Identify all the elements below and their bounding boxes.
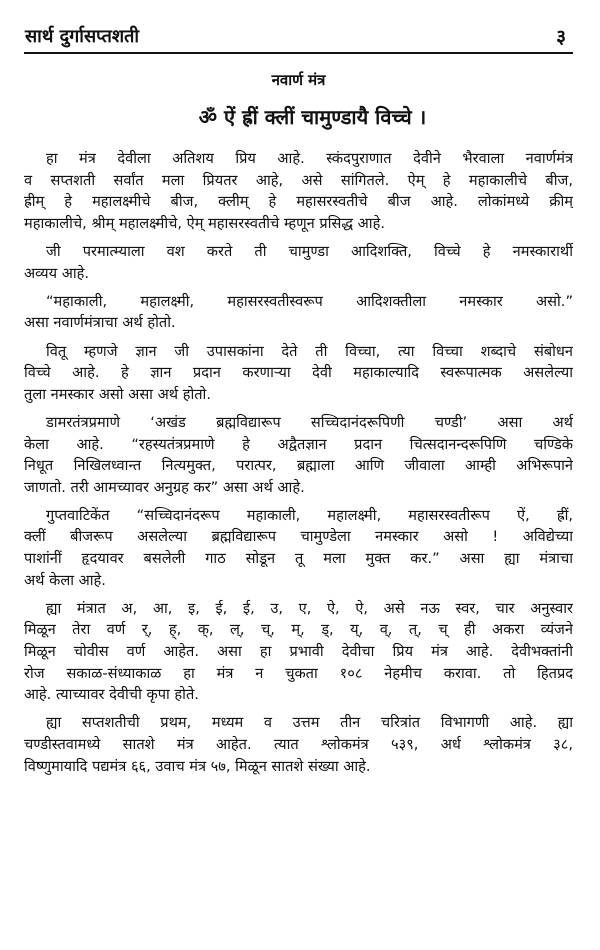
text-line: अर्थ केला आहे. (24, 571, 106, 589)
text-line: चण्डीस्तवामध्ये सातशे मंत्र आहेत. त्यात श्लोकमंत्र ५३९, अर्ध श्लोकमंत्र ३८, (24, 736, 573, 753)
text-line: केला आहे. “रहस्यतंत्रप्रमाणे हे अद्वैतज्ञान प्रदान चित्सदानन्दरूपिणि चण्डिके (24, 435, 573, 453)
paragraph (24, 412, 573, 498)
text-line: आहे. त्याच्यावर देवीची कृपा होते. (24, 686, 199, 704)
text-line: व सप्तशती सर्वांत मला प्रियतर आहे, असे सांगितले. ऐम् हे महाकालीचे बीज, (24, 171, 573, 189)
page-header (24, 22, 573, 54)
body-text (24, 148, 573, 777)
text-line: पाशांनीं हृदयावर बसलेली गाठ सोडून तू मला मुक्त कर.” असा ह्या मंत्राचा (24, 550, 573, 568)
text-line: महाकालीचे, श्रीम् महालक्ष्मीचे, ऐम् महासरस्वतीचे म्हणून प्रसिद्ध आहे. (24, 214, 385, 232)
text-line: ह्रीम् हे महालक्ष्मीचे बीज, क्लीम् हे महासरस्वतीचे बीज आहे. लोकांमध्ये क्रीम् (24, 193, 573, 211)
text-line: ह्या सप्तशतीची प्रथम, मध्यम व उत्तम तीन चरित्रांत विभागणी आहे. ह्या (46, 714, 573, 732)
section-title: नवार्ण मंत्र (271, 71, 326, 89)
text-line: मिळून चोवीस वर्ण आहेत. असा हा प्रभावी देवीचा प्रिय मंत्र आहे. देवीभक्तांनी (24, 643, 573, 661)
text-line: मिळून तेरा वर्ण र्, ह्, क्, ल्, च्, म्, ड्, य्, व्, त्, च् ही अकरा व्यंजने (24, 621, 573, 639)
page-number: ३ (556, 26, 566, 48)
text-line: निधूत निखिलध्वान्त नित्यमुक्त, परात्पर, ब्रह्माला आणि जीवाला आम्ही अभिरूपाने (24, 457, 573, 475)
paragraph (24, 598, 573, 706)
text-line: डामरतंत्रप्रमाणे ‘अखंड ब्रह्मविद्यारूप सच्चिदानंदरूपिणी चण्डी’ असा अर्थ (46, 413, 573, 431)
running-title: सार्थ दुर्गासप्तशती (25, 26, 140, 47)
text-line: क्लीं बीजरूप असलेल्या ब्रह्मविद्यारूप चामुण्डेला नमस्कार असो ! अविद्येच्या (24, 528, 573, 546)
paragraph (24, 712, 573, 777)
text-line: हा मंत्र देवीला अतिशय प्रिय आहे. स्कंदपुराणात देवीने भैरवाला नवार्णमंत्र (46, 150, 573, 167)
paragraph (24, 341, 573, 406)
text-line: रोज सकाळ-संध्याकाळ हा मंत्र न चुकता १०८ नेहमीच करावा. तो हितप्रद (24, 664, 573, 682)
mantra-heading: ॐ ऐं ह्रीं क्लीं चामुण्डायै विच्चे । (198, 105, 427, 129)
paragraph (24, 505, 573, 591)
text-line: असा नवार्णमंत्राचा अर्थ होतो. (24, 314, 176, 332)
text-line: विच्चे आहे. हे ज्ञान प्रदान करणाऱ्या देवी महाकाल्यादि स्वरूपात्मक असलेल्या (24, 364, 573, 382)
text-line: वितू म्हणजे ज्ञान जी उपासकांना देते ती विच्चा, त्या विच्चा शब्दाचे संबोधन (46, 342, 573, 360)
text-line: जाणतो. तरी आमच्यावर अनुग्रह कर” असा अर्थ आहे. (24, 478, 305, 496)
text-line: विष्णुमायादि पद्यमंत्र ६६, उवाच मंत्र ५७, मिळून सातशे संख्या आहे. (24, 757, 371, 775)
text-line: तुला नमस्कार असो असा अर्थ होतो. (24, 385, 211, 403)
text-line: ह्या मंत्रात अ, आ, इ, ई, ई, उ, ए, ऐ, ऐ, असे नऊ स्वर, चार अनुस्वार (46, 599, 573, 617)
text-line: जी परमात्म्याला वश करते ती चामुण्डा आदिशक्ति, विच्चे हे नमस्कारार्थी (46, 242, 573, 260)
text-line: गुप्तवाटिकेंत “सच्चिदानंदरूप महाकाली, महालक्ष्मी, महासरस्वतीरूप ऐं, ह्रीं, (46, 506, 573, 524)
paragraph (24, 291, 573, 334)
text-line: “महाकाली, महालक्ष्मी, महासरस्वतीस्वरूप आदिशक्तीला नमस्कार असो.” (46, 292, 573, 310)
text-line: अव्यय आहे. (24, 264, 90, 282)
paragraph (24, 148, 573, 234)
paragraph (24, 241, 573, 284)
